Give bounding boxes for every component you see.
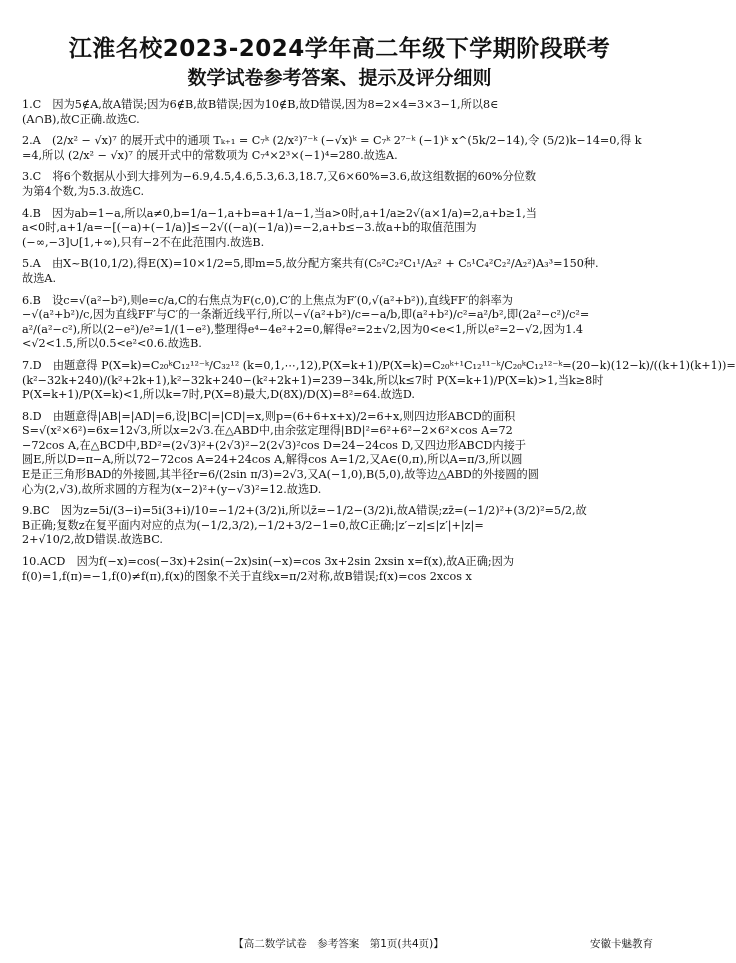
answer-line: <√2<1.5,所以0.5<e²<0.6.故选B. <box>22 337 202 351</box>
answer-line: 10.ACD 因为f(−x)=cos(−3x)+2sin(−2x)sin(−x)=cos 3x+2sin 2xsin x=f(x),故A正确;因为 <box>22 555 515 569</box>
answer-line: 8.D 由题意得|AB|=|AD|=6,设|BC|=|CD|=x,则p=(6+6+x+x)/2=6+x,则四边形ABCD的面积 <box>22 409 516 423</box>
answer-line: B正确;复数z在复平面内对应的点为(−1/2,3/2),−1/2+3/2−1=0,故C正确;|z′−z|≤|z′|+|z|= <box>22 518 484 532</box>
answer-line: f(0)=1,f(π)=−1,f(0)≠f(π),f(x)的图象不关于直线x=π/2对称,故B错误;f(x)=cos 2xcos x <box>22 569 472 583</box>
answer-item <box>22 555 657 584</box>
footer-publisher: 安徽卡魅教育 <box>590 938 653 950</box>
answer-list <box>22 98 736 584</box>
answer-item <box>22 170 657 199</box>
page-title: 江淮名校2023-2024学年高二年级下学期阶段联考 <box>68 36 611 62</box>
answer-item <box>22 134 657 163</box>
answer-line: (−∞,−3]∪[1,+∞),只有−2不在此范围内.故选B. <box>22 235 265 249</box>
answer-line: 7.D 由题意得 P(X=k)=C₂₀ᵏC₁₂¹²⁻ᵏ/C₃₂¹² (k=0,1,⋯,12),P(X=k+1)/P(X=k)=C₂₀ᵏ⁺¹C₁₂¹¹⁻ᵏ/C₂₀ᵏC₁₂¹²⁻ᵏ=(20−k)(12−k)/((k+1)(k+1))= <box>22 358 736 372</box>
answer-item <box>22 207 657 251</box>
answer-line: 心为(2,√3),故所求圆的方程为(x−2)²+(y−√3)²=12.故选D. <box>22 482 322 496</box>
answer-item <box>22 257 657 286</box>
answer-line: P(X=k+1)/P(X=k)<1,所以k=7时,P(X=8)最大,D(8X)/D(X)=8²=64.故选D. <box>22 388 415 402</box>
answer-line: a<0时,a+1/a=−[(−a)+(−1/a)]≤−2√((−a)(−1/a))=−2,a+b≤−3.故a+b的取值范围为 <box>22 221 477 235</box>
answer-item <box>22 504 657 548</box>
answer-line: 为第4个数,为5.3.故选C. <box>22 184 145 198</box>
answer-line: −√(a²+b²)/c,因为直线FF′与C′的一条渐近线平行,所以−√(a²+b²)/c=−a/b,即(a²+b²)/c²=a²/b²,即(2a²−c²)/c²= <box>22 308 590 322</box>
answer-item <box>22 294 657 352</box>
answer-line: (A∩B),故C正确.故选C. <box>22 112 140 126</box>
answer-line: −72cos A,在△BCD中,BD²=(2√3)²+(2√3)²−2(2√3)²cos D=24−24cos D,又四边形ABCD内接于 <box>22 438 526 452</box>
answer-line: 2+√10/2,故D错误.故选BC. <box>22 533 163 547</box>
answer-line: S=√(x²×6²)=6x=12√3,所以x=2√3.在△ABD中,由余弦定理得|BD|²=6²+6²−2×6²×cos A=72 <box>22 424 513 438</box>
answer-line: 故选A. <box>22 271 57 285</box>
answer-line: 3.C 将6个数据从小到大排列为−6.9,4.5,4.6,5.3,6.3,18.7,又6×60%=3.6,故这组数据的60%分位数 <box>22 170 537 184</box>
answer-line: 6.B 设c=√(a²−b²),则e=c/a,C的右焦点为F(c,0),C′的上焦点为F′(0,√(a²+b²)),直线FF′的斜率为 <box>22 293 513 307</box>
answer-line: 圆E,所以D=π−A,所以72−72cos A=24+24cos A,解得cos A=1/2,又A∈(0,π),所以A=π/3,所以圆 <box>22 453 523 467</box>
answer-line: a²/(a²−c²),所以(2−e²)/e²=1/(1−e²),整理得e⁴−4e²+2=0,解得e²=2±√2,因为0<e<1,所以e²=2−√2,因为1.4 <box>22 322 584 336</box>
answer-line: 9.BC 因为z=5i/(3−i)=5i(3+i)/10=−1/2+(3/2)i,所以z̄=−1/2−(3/2)i,故A错误;zz̄=(−1/2)²+(3/2)²=5/2,故 <box>22 504 587 518</box>
answer-item <box>22 410 657 498</box>
answer-line: 1.C 因为5∉A,故A错误;因为6∉B,故B错误;因为10∉B,故D错误,因为8=2×4=3×3−1,所以8∈ <box>22 98 499 111</box>
answer-line: E是正三角形BAD的外接圆,其半径r=6/(2sin π/3)=2√3,又A(−1,0),B(5,0),故等边△ABD的外接圆的圆 <box>22 468 539 482</box>
page-subtitle: 数学试卷参考答案、提示及评分细则 <box>187 67 492 89</box>
footer-page-info: 【高二数学试卷 参考答案 第1页(共4页)】 <box>233 938 444 950</box>
answer-line: 2.A (2/x² − √x)⁷ 的展开式中的通项 Tₖ₊₁ = C₇ᵏ (2/x²)⁷⁻ᵏ (−√x)ᵏ = C₇ᵏ 2⁷⁻ᵏ (−1)ᵏ x^(5k/2−14),令 (5/2)k−14=0,得 k <box>22 134 642 148</box>
answer-line: (k²−32k+240)/(k²+2k+1),k²−32k+240−(k²+2k+1)=239−34k,所以k≤7时 P(X=k+1)/P(X=k)>1,当k≥8时 <box>22 373 604 387</box>
answer-line: =4,所以 (2/x² − √x)⁷ 的展开式中的常数项为 C₇⁴×2³×(−1)⁴=280.故选A. <box>22 148 398 162</box>
answer-item <box>22 358 736 403</box>
answer-line: 4.B 因为ab=1−a,所以a≠0,b=1/a−1,a+b=a+1/a−1,当a>0时,a+1/a≥2√(a×1/a)=2,a+b≥1,当 <box>22 206 537 220</box>
answer-item <box>22 98 657 127</box>
answer-line: 5.A 由X~B(10,1/2),得E(X)=10×1/2=5,即m=5,故分配方案共有(C₅²C₂²C₁¹/A₂² + C₅¹C₄²C₂²/A₂²)A₃³=150种. <box>22 257 599 271</box>
